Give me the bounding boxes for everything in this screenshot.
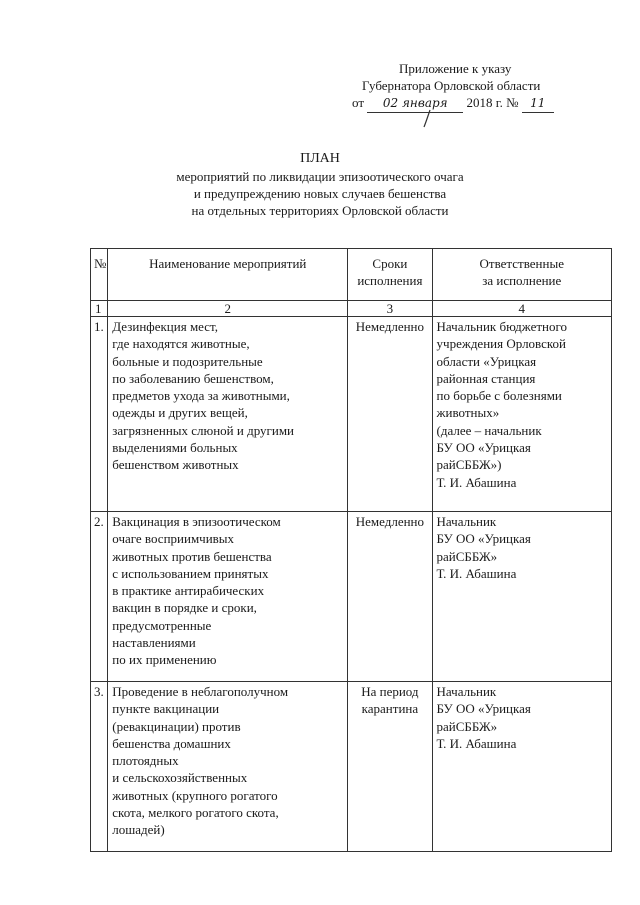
measure-name-line: где находятся животные, bbox=[112, 336, 250, 352]
column-number: 3 bbox=[348, 301, 432, 317]
measure-name bbox=[108, 682, 348, 852]
column-number: 2 bbox=[108, 301, 348, 317]
approval-date-line bbox=[352, 94, 582, 113]
measure-name bbox=[108, 512, 348, 682]
responsible-line: районная станция bbox=[436, 370, 536, 386]
row-number: 2. bbox=[91, 512, 108, 682]
responsible-line: Т. И. Абашина bbox=[436, 565, 517, 581]
table-body bbox=[91, 317, 612, 852]
responsible-line: райСББЖ» bbox=[436, 548, 498, 564]
measure-name-line: пункте вакцинации bbox=[112, 701, 220, 717]
responsible-line: по борьбе с болезнями bbox=[436, 388, 562, 404]
handwritten-date: 02 января bbox=[367, 95, 463, 113]
measure-name-line: бешенства домашних bbox=[112, 735, 231, 751]
header-responsible bbox=[432, 249, 611, 301]
header-num: № bbox=[91, 249, 108, 301]
header-term bbox=[348, 249, 432, 301]
measure-name-line: скота, мелкого рогатого скота, bbox=[112, 805, 279, 821]
plan-subtitle-3: на отдельных территориях Орловской области bbox=[191, 203, 449, 218]
responsible-line: БУ ОО «Урицкая bbox=[436, 531, 531, 547]
deadline-line: Немедленно bbox=[355, 514, 425, 529]
measure-name-line: одежды и других вещей, bbox=[112, 405, 248, 421]
document-title bbox=[0, 150, 640, 219]
responsible-line: области «Урицкая bbox=[436, 353, 537, 369]
measure-name-line: выделениями больных bbox=[112, 440, 238, 456]
handwriting-stroke-icon bbox=[422, 108, 462, 128]
deadline-line: Немедленно bbox=[355, 319, 425, 334]
measure-name-line: в практике антирабических bbox=[112, 583, 265, 599]
responsible-line: райСББЖ») bbox=[436, 457, 502, 473]
header-name: Наименование мероприятий bbox=[108, 249, 348, 301]
measure-name-line: вакцин в порядке и сроки, bbox=[112, 600, 257, 616]
measure-name-line: Вакцинация в эпизоотическом bbox=[112, 514, 281, 529]
header-term-line: Сроки bbox=[372, 256, 408, 271]
responsible-line: (далее – начальник bbox=[436, 422, 542, 438]
header-responsible-line: Ответственные bbox=[479, 256, 564, 271]
approval-line-1: Приложение к указу bbox=[399, 61, 512, 76]
measure-name-line: по заболеванию бешенством, bbox=[112, 370, 274, 386]
table-row bbox=[91, 317, 612, 512]
responsible-line: Начальник бюджетного bbox=[436, 319, 567, 334]
measure-name-line: Проведение в неблагополучном bbox=[112, 684, 289, 699]
handwritten-number: 11 bbox=[522, 95, 554, 113]
column-number: 1 bbox=[91, 301, 108, 317]
measure-name-line: предусмотренные bbox=[112, 617, 212, 633]
measure-name-line: загрязненных слюной и другими bbox=[112, 422, 295, 438]
header-term-line: исполнения bbox=[357, 273, 423, 289]
responsible-line: БУ ОО «Урицкая bbox=[436, 440, 531, 456]
row-number: 3. bbox=[91, 682, 108, 852]
responsible-line: райСББЖ» bbox=[436, 718, 498, 734]
table-row bbox=[91, 512, 612, 682]
measure-name-line: лошадей) bbox=[112, 822, 165, 838]
column-number-row bbox=[91, 301, 612, 317]
measure-name-line: предметов ухода за животными, bbox=[112, 388, 290, 404]
plan-heading: ПЛАН bbox=[300, 151, 340, 166]
responsible-line: Начальник bbox=[436, 684, 497, 699]
measure-name-line: плотоядных bbox=[112, 753, 179, 769]
approval-prefix: от bbox=[352, 95, 365, 110]
deadline bbox=[348, 512, 432, 682]
deadline bbox=[348, 317, 432, 512]
approval-year: 2018 г. № bbox=[466, 95, 519, 110]
deadline-line: карантина bbox=[361, 701, 419, 717]
measure-name-line: Дезинфекция мест, bbox=[112, 319, 218, 334]
deadline-line: На период bbox=[361, 684, 419, 699]
measure-name-line: животных (крупного рогатого bbox=[112, 787, 278, 803]
responsible bbox=[432, 682, 611, 852]
approval-block bbox=[352, 60, 582, 113]
responsible-line: Начальник bbox=[436, 514, 497, 529]
plan-table bbox=[90, 248, 612, 852]
measure-name-line: бешенством животных bbox=[112, 457, 239, 473]
responsible bbox=[432, 317, 611, 512]
responsible bbox=[432, 512, 611, 682]
deadline bbox=[348, 682, 432, 852]
table-header-row bbox=[91, 249, 612, 301]
header-responsible-line: за исполнение bbox=[482, 273, 562, 289]
column-number: 4 bbox=[432, 301, 611, 317]
responsible-line: животных» bbox=[436, 405, 500, 421]
measure-name-line: (ревакцинации) против bbox=[112, 718, 241, 734]
measure-name-line: наставлениями bbox=[112, 635, 196, 651]
measure-name-line: животных против бешенства bbox=[112, 548, 272, 564]
responsible-line: БУ ОО «Урицкая bbox=[436, 701, 531, 717]
row-number: 1. bbox=[91, 317, 108, 512]
measure-name-line: и сельскохозяйственных bbox=[112, 770, 248, 786]
measure-name-line: по их применению bbox=[112, 652, 217, 668]
measure-name-line: больные и подозрительные bbox=[112, 353, 263, 369]
responsible-line: Т. И. Абашина bbox=[436, 474, 517, 490]
measure-name bbox=[108, 317, 348, 512]
responsible-line: Т. И. Абашина bbox=[436, 735, 517, 751]
plan-subtitle-2: и предупреждению новых случаев бешенства bbox=[193, 186, 447, 201]
measure-name-line: очаге восприимчивых bbox=[112, 531, 235, 547]
approval-line-2: Губернатора Орловской области bbox=[362, 78, 541, 93]
measure-name-line: с использованием принятых bbox=[112, 565, 269, 581]
table-row bbox=[91, 682, 612, 852]
responsible-line: учреждения Орловской bbox=[436, 336, 566, 352]
plan-subtitle-1: мероприятий по ликвидации эпизоотического очага bbox=[176, 169, 464, 184]
